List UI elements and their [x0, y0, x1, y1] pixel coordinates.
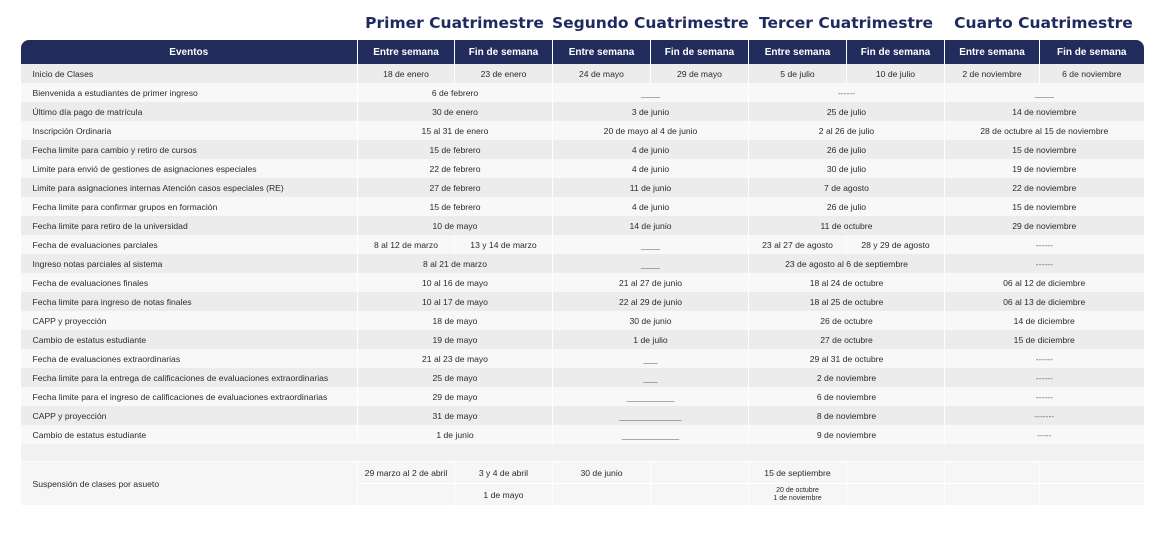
date-cell: 26 de julio	[749, 140, 945, 159]
date-cell: ------	[945, 387, 1144, 406]
semester-title-2: Segundo Cuatrimestre	[552, 14, 749, 32]
date-cell: 14 de junio	[553, 216, 749, 235]
event-name: Limite para asignaciones internas Atención casos especiales (RE)	[21, 178, 358, 197]
header-fin-semana: Fin de semana	[651, 40, 749, 64]
date-cell	[847, 484, 945, 506]
date-cell: 10 de mayo	[358, 216, 553, 235]
header-entre-semana: Entre semana	[553, 40, 651, 64]
date-cell: 15 al 31 de enero	[358, 121, 553, 140]
date-cell: 20 de octubre 1 de noviembre	[749, 484, 847, 506]
table-row	[21, 140, 1144, 159]
date-cell: 15 de noviembre	[945, 140, 1144, 159]
date-cell: ------	[945, 235, 1144, 254]
table-row	[21, 330, 1144, 349]
semester-title-4: Cuarto Cuatrimestre	[954, 14, 1133, 32]
date-cell: 15 de noviembre	[945, 197, 1144, 216]
date-cell	[1040, 484, 1144, 506]
table-row	[21, 368, 1144, 387]
header-fin-semana: Fin de semana	[1040, 40, 1144, 64]
header-entre-semana: Entre semana	[358, 40, 455, 64]
date-cell: ____	[553, 254, 749, 273]
date-cell: 8 al 21 de marzo	[358, 254, 553, 273]
event-name: Fecha limite para el ingreso de calificaciones de evaluaciones extraordinarias	[21, 387, 358, 406]
date-cell: 2 de noviembre	[749, 368, 945, 387]
date-cell: 29 marzo al 2 de abril	[358, 462, 455, 484]
date-cell: ___	[553, 368, 749, 387]
date-cell: 26 de julio	[749, 197, 945, 216]
date-cell: 30 de junio	[553, 311, 749, 330]
event-name: CAPP y proyección	[21, 406, 358, 425]
date-cell: 2 de noviembre	[945, 64, 1040, 83]
date-cell: 11 de junio	[553, 178, 749, 197]
table-row	[21, 64, 1144, 83]
header-fin-semana: Fin de semana	[455, 40, 553, 64]
date-cell: 31 de mayo	[358, 406, 553, 425]
date-cell: 06 al 13 de diciembre	[945, 292, 1144, 311]
date-cell: 18 de mayo	[358, 311, 553, 330]
header-eventos: Eventos	[21, 40, 358, 64]
date-cell: 10 al 16 de mayo	[358, 273, 553, 292]
date-cell: ------	[945, 254, 1144, 273]
date-cell: ____	[945, 83, 1144, 102]
date-cell	[945, 484, 1040, 506]
date-cell: 23 de agosto al 6 de septiembre	[749, 254, 945, 273]
date-cell: 22 al 29 de junio	[553, 292, 749, 311]
date-cell: 4 de junio	[553, 159, 749, 178]
table-row	[21, 216, 1144, 235]
date-cell: ____	[553, 83, 749, 102]
date-cell: 27 de febrero	[358, 178, 553, 197]
date-cell: 30 de enero	[358, 102, 553, 121]
table-row	[21, 83, 1144, 102]
date-cell: 21 al 23 de mayo	[358, 349, 553, 368]
date-cell: ____________	[553, 425, 749, 444]
date-cell: 15 de diciembre	[945, 330, 1144, 349]
semester-title-1: Primer Cuatrimestre	[365, 14, 544, 32]
event-name: Suspensión de clases por asueto	[21, 462, 358, 506]
date-cell: 4 de junio	[553, 197, 749, 216]
date-cell: 22 de febrero	[358, 159, 553, 178]
date-cell: 18 al 25 de octubre	[749, 292, 945, 311]
date-cell: ------	[945, 368, 1144, 387]
table-row	[21, 425, 1144, 444]
semester-title-3: Tercer Cuatrimestre	[758, 14, 934, 32]
date-cell	[1040, 462, 1144, 484]
date-cell: 25 de julio	[749, 102, 945, 121]
table-row	[21, 102, 1144, 121]
event-name: Fecha de evaluaciones parciales	[21, 235, 358, 254]
date-cell: 26 de octubre	[749, 311, 945, 330]
date-cell: 1 de junio	[358, 425, 553, 444]
date-cell: 29 de mayo	[358, 387, 553, 406]
table-row	[21, 159, 1144, 178]
table-row	[21, 178, 1144, 197]
table-row	[21, 311, 1144, 330]
date-cell: 29 de mayo	[651, 64, 749, 83]
date-cell: 6 de noviembre	[1040, 64, 1144, 83]
date-cell: 14 de diciembre	[945, 311, 1144, 330]
date-cell: 30 de julio	[749, 159, 945, 178]
date-cell: _____________	[553, 406, 749, 425]
table-row	[21, 254, 1144, 273]
date-cell: 30 de junio	[553, 462, 651, 484]
date-cell: 21 al 27 de junio	[553, 273, 749, 292]
date-cell: -----	[945, 425, 1144, 444]
date-cell: 25 de mayo	[358, 368, 553, 387]
date-cell: 15 de febrero	[358, 197, 553, 216]
table-row	[21, 387, 1144, 406]
date-cell	[945, 462, 1040, 484]
date-cell: 3 y 4 de abril	[455, 462, 553, 484]
event-name: Inscripción Ordinaria	[21, 121, 358, 140]
header-fin-semana: Fin de semana	[847, 40, 945, 64]
date-cell: -------	[945, 406, 1144, 425]
date-cell: 1 de mayo	[455, 484, 553, 506]
table-row	[21, 121, 1144, 140]
date-cell: 10 al 17 de mayo	[358, 292, 553, 311]
date-cell: 22 de noviembre	[945, 178, 1144, 197]
table-row	[21, 406, 1144, 425]
date-cell	[651, 484, 749, 506]
date-cell: 28 y 29 de agosto	[847, 235, 945, 254]
date-cell: 14 de noviembre	[945, 102, 1144, 121]
event-name: Inicio de Clases	[21, 64, 358, 83]
table-row	[21, 235, 1144, 254]
event-name: Bienvenida a estudiantes de primer ingreso	[21, 83, 358, 102]
date-cell: 06 al 12 de diciembre	[945, 273, 1144, 292]
date-cell: 15 de septiembre	[749, 462, 847, 484]
date-cell: 18 al 24 de octubre	[749, 273, 945, 292]
event-name: Cambio de estatus estudiante	[21, 330, 358, 349]
academic-calendar-table	[20, 40, 1144, 505]
date-cell: 20 de mayo al 4 de junio	[553, 121, 749, 140]
date-cell: 11 de octubre	[749, 216, 945, 235]
date-cell: __________	[553, 387, 749, 406]
date-cell: 8 al 12 de marzo	[358, 235, 455, 254]
date-cell: 7 de agosto	[749, 178, 945, 197]
date-cell: ------	[749, 83, 945, 102]
date-cell: 6 de febrero	[358, 83, 553, 102]
event-name: Fecha limite para la entrega de calificaciones de evaluaciones extraordinarias	[21, 368, 358, 387]
date-cell: 4 de junio	[553, 140, 749, 159]
table-row	[21, 292, 1144, 311]
table-row	[21, 349, 1144, 368]
event-name: Último día pago de matrícula	[21, 102, 358, 121]
date-cell: 15 de febrero	[358, 140, 553, 159]
table-row	[21, 197, 1144, 216]
event-name: Fecha limite para ingreso de notas finales	[21, 292, 358, 311]
date-cell: 19 de mayo	[358, 330, 553, 349]
date-cell: 29 de noviembre	[945, 216, 1144, 235]
date-cell: 1 de julio	[553, 330, 749, 349]
date-cell: 24 de mayo	[553, 64, 651, 83]
event-name: Fecha limite para cambio y retiro de cursos	[21, 140, 358, 159]
date-cell: 29 al 31 de octubre	[749, 349, 945, 368]
date-cell	[651, 462, 749, 484]
event-name: Cambio de estatus estudiante	[21, 425, 358, 444]
date-cell	[553, 484, 651, 506]
event-name: Fecha limite para retiro de la universidad	[21, 216, 358, 235]
date-cell: 23 al 27 de agosto	[749, 235, 847, 254]
date-cell: 19 de noviembre	[945, 159, 1144, 178]
table-header-row	[21, 40, 1144, 64]
event-name: Ingreso notas parciales al sistema	[21, 254, 358, 273]
event-name: Fecha de evaluaciones finales	[21, 273, 358, 292]
date-cell	[847, 462, 945, 484]
event-name: Fecha limite para confirmar grupos en formación	[21, 197, 358, 216]
date-cell: 28 de octubre al 15 de noviembre	[945, 121, 1144, 140]
date-cell: ____	[553, 235, 749, 254]
date-cell: 18 de enero	[358, 64, 455, 83]
date-cell: 8 de noviembre	[749, 406, 945, 425]
header-entre-semana: Entre semana	[945, 40, 1040, 64]
date-cell: 6 de noviembre	[749, 387, 945, 406]
suspension-row	[21, 462, 1144, 484]
event-name: Fecha de evaluaciones extraordinarias	[21, 349, 358, 368]
event-name: CAPP y proyección	[21, 311, 358, 330]
date-cell: 10 de julio	[847, 64, 945, 83]
date-cell	[358, 484, 455, 506]
table-row	[21, 273, 1144, 292]
blank-cell	[21, 444, 1144, 462]
date-cell: 23 de enero	[455, 64, 553, 83]
date-cell: 13 y 14 de marzo	[455, 235, 553, 254]
date-cell: 27 de octubre	[749, 330, 945, 349]
date-cell: ___	[553, 349, 749, 368]
date-cell: ------	[945, 349, 1144, 368]
date-cell: 2 al 26 de julio	[749, 121, 945, 140]
date-cell: 3 de junio	[553, 102, 749, 121]
date-cell: 9 de noviembre	[749, 425, 945, 444]
blank-row	[21, 444, 1144, 462]
header-entre-semana: Entre semana	[749, 40, 847, 64]
event-name: Limite para envió de gestiones de asignaciones especiales	[21, 159, 358, 178]
date-cell: 5 de julio	[749, 64, 847, 83]
